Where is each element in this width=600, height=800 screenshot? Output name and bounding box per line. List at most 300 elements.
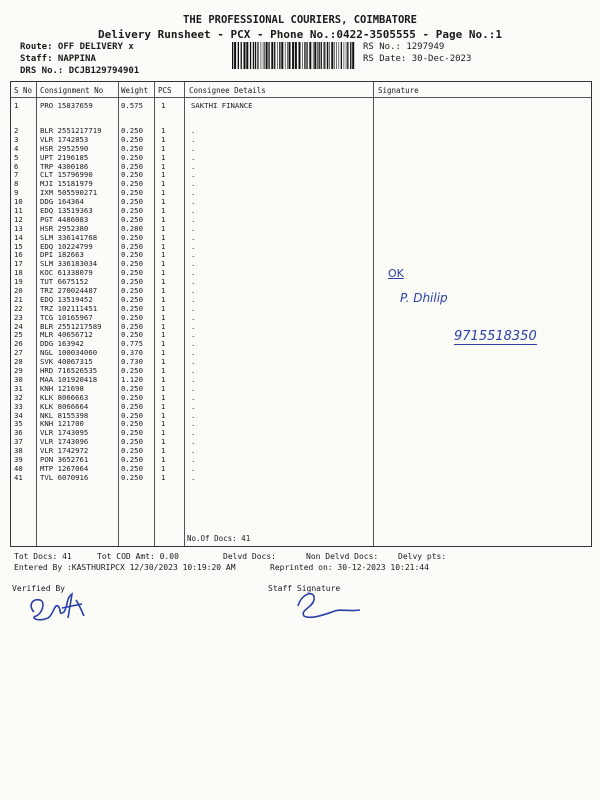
cell-sno: 27: [14, 348, 23, 358]
table-row: [11, 394, 591, 403]
cell-consignee: .: [191, 197, 196, 207]
cell-weight: 0.250: [121, 463, 143, 473]
cell-sno: 33: [14, 401, 23, 411]
barcode-bar: [306, 42, 307, 69]
verified-by-label: Verified By: [12, 584, 65, 593]
barcode-bar: [255, 42, 256, 69]
cell-consignment-no: DDG 164364: [40, 197, 84, 207]
cell-pcs: 1: [161, 268, 166, 278]
barcode-bar: [326, 42, 327, 69]
col-header-sno: S No: [14, 86, 33, 95]
barcode-bar: [266, 42, 268, 69]
delvy-pts: Delvy pts:: [398, 552, 447, 561]
cell-consignment-no: VLR 1742972: [40, 446, 89, 456]
cell-sno: 41: [14, 472, 23, 482]
handwritten-name: P. Dhilip: [400, 291, 448, 305]
barcode-bar: [304, 42, 305, 69]
col-header-weight: Weight: [121, 86, 149, 95]
cell-consignee: .: [191, 303, 196, 313]
cell-sno: 23: [14, 312, 23, 322]
cell-pcs: 1: [161, 223, 166, 233]
table-row: [11, 127, 591, 136]
barcode-bar: [331, 42, 333, 69]
cell-sno: 21: [14, 294, 23, 304]
handwritten-phone: 9715518350: [454, 329, 537, 344]
cell-pcs: 1: [161, 126, 166, 135]
col-header-consignment: Consignment No: [40, 86, 104, 95]
cell-pcs: 1: [161, 339, 166, 349]
cell-pcs: 1: [161, 134, 166, 144]
cell-pcs: 1: [161, 392, 166, 402]
barcode-bar: [299, 42, 301, 69]
cell-consignment-no: PRO 15837659: [40, 101, 93, 110]
cell-weight: 0.250: [121, 286, 143, 296]
cell-consignee: .: [191, 392, 196, 402]
cell-weight: 0.250: [121, 437, 143, 447]
cell-pcs: 1: [161, 437, 166, 447]
cell-pcs: 1: [161, 454, 166, 464]
cell-weight: 0.250: [121, 383, 143, 393]
cell-pcs: 1: [161, 250, 166, 260]
cell-pcs: 1: [161, 101, 166, 110]
barcode-bar: [274, 42, 275, 69]
cell-consignment-no: CLT 15796990: [40, 170, 93, 180]
cell-weight: 0.250: [121, 401, 143, 411]
cell-consignment-no: EDQ 10224799: [40, 241, 93, 251]
col-header-pcs: PCS: [158, 86, 172, 95]
cell-consignee: .: [191, 446, 196, 456]
cell-sno: 15: [14, 241, 23, 251]
cell-pcs: 1: [161, 463, 166, 473]
cell-pcs: 1: [161, 232, 166, 242]
cell-weight: 0.250: [121, 206, 143, 216]
barcode: [232, 42, 356, 69]
barcode-bar: [352, 42, 354, 69]
cell-pcs: 1: [161, 383, 166, 393]
barcode-bar: [341, 42, 342, 69]
cell-sno: 24: [14, 321, 23, 331]
cell-weight: 0.250: [121, 241, 143, 251]
cell-sno: 17: [14, 259, 23, 269]
barcode-bar: [264, 42, 265, 69]
cell-consignee: .: [191, 419, 196, 429]
cell-pcs: 1: [161, 286, 166, 296]
drs-number: DRS No.: DCJB129794901: [20, 66, 140, 76]
cell-pcs: 1: [161, 321, 166, 331]
runsheet-table: [10, 81, 592, 547]
cell-weight: 0.250: [121, 268, 143, 278]
cell-sno: 32: [14, 392, 23, 402]
cell-weight: 0.250: [121, 126, 143, 135]
table-row: [11, 269, 591, 278]
cell-pcs: 1: [161, 410, 166, 420]
table-row: [11, 367, 591, 376]
table-row: [11, 376, 591, 385]
cell-consignee: .: [191, 410, 196, 420]
cell-weight: 0.250: [121, 188, 143, 198]
cell-pcs: 1: [161, 214, 166, 224]
cell-consignment-no: SLM 336183034: [40, 259, 98, 269]
cell-sno: 29: [14, 366, 23, 376]
cell-consignment-no: MAA 101920418: [40, 374, 98, 384]
cell-consignee: .: [191, 330, 196, 340]
cell-sno: 6: [14, 161, 19, 171]
barcode-bar: [257, 42, 258, 69]
cell-pcs: 1: [161, 303, 166, 313]
staff-signature-label: Staff Signature: [268, 584, 341, 593]
cell-pcs: 1: [161, 179, 166, 189]
cell-consignment-no: PON 3652761: [40, 454, 89, 464]
rs-date: RS Date: 30-Dec-2023: [363, 54, 472, 64]
barcode-bar: [319, 42, 320, 69]
barcode-bar: [279, 42, 280, 69]
cell-pcs: 1: [161, 161, 166, 171]
cell-consignment-no: BLR 2551217589: [40, 321, 102, 331]
cell-pcs: 1: [161, 374, 166, 384]
cell-weight: 0.250: [121, 179, 143, 189]
table-row: [11, 198, 591, 207]
cell-consignment-no: KNH 121698: [40, 383, 84, 393]
cell-consignment-no: DDG 163942: [40, 339, 84, 349]
cell-weight: 0.775: [121, 339, 143, 349]
table-row: [11, 163, 591, 172]
cell-weight: 0.250: [121, 366, 143, 376]
table-row: [11, 145, 591, 154]
table-row: [11, 216, 591, 225]
cell-pcs: 1: [161, 401, 166, 411]
barcode-bar: [263, 42, 264, 69]
cell-consignee: .: [191, 268, 196, 278]
barcode-bar: [268, 42, 269, 69]
cell-consignment-no: TRZ 102111451: [40, 303, 98, 313]
cell-weight: 0.280: [121, 223, 143, 233]
cell-sno: 5: [14, 152, 19, 162]
cell-sno: 4: [14, 143, 19, 153]
cell-weight: 0.370: [121, 348, 143, 358]
barcode-bar: [287, 42, 288, 69]
cell-sno: 11: [14, 206, 23, 216]
barcode-bar: [289, 42, 291, 69]
barcode-bar: [285, 42, 286, 69]
cell-weight: 0.250: [121, 410, 143, 420]
barcode-bar: [295, 42, 297, 69]
barcode-bar: [339, 42, 340, 69]
cell-sno: 37: [14, 437, 23, 447]
cell-weight: 0.250: [121, 134, 143, 144]
table-row: [11, 278, 591, 287]
cell-pcs: 1: [161, 143, 166, 153]
staff-signature: [286, 586, 376, 622]
cell-consignment-no: EDQ 13519363: [40, 206, 93, 216]
cell-consignment-no: MLR 40656712: [40, 330, 93, 340]
no-of-docs: No.Of Docs: 41: [187, 534, 251, 543]
cell-weight: 0.250: [121, 303, 143, 313]
barcode-bar: [314, 42, 316, 69]
cell-consignment-no: TUT 6675152: [40, 277, 89, 287]
cell-consignment-no: NGL 100034060: [40, 348, 98, 358]
cell-weight: 0.250: [121, 197, 143, 207]
cell-consignee: .: [191, 152, 196, 162]
cell-consignment-no: VLR 1743095: [40, 428, 89, 438]
cell-sno: 25: [14, 330, 23, 340]
cell-weight: 0.250: [121, 321, 143, 331]
barcode-bar: [313, 42, 314, 69]
cell-consignee: .: [191, 366, 196, 376]
cell-weight: 0.250: [121, 259, 143, 269]
barcode-bar: [344, 42, 345, 69]
barcode-bar: [250, 42, 251, 69]
delvd-docs: Delvd Docs:: [223, 552, 276, 561]
cell-sno: 40: [14, 463, 23, 473]
cell-sno: 28: [14, 357, 23, 367]
cell-consignment-no: TCG 10165967: [40, 312, 93, 322]
table-row: [11, 225, 591, 234]
cell-weight: 1.120: [121, 374, 143, 384]
cell-consignment-no: TRP 4300186: [40, 161, 89, 171]
cell-sno: 14: [14, 232, 23, 242]
cell-consignee: .: [191, 214, 196, 224]
cell-consignee: .: [191, 259, 196, 269]
cell-consignee: .: [191, 383, 196, 393]
cell-consignee: .: [191, 179, 196, 189]
cell-consignee: .: [191, 357, 196, 367]
barcode-bar: [302, 42, 303, 69]
cell-pcs: 1: [161, 188, 166, 198]
cell-consignee: .: [191, 206, 196, 216]
table-row: [11, 251, 591, 260]
cell-sno: 7: [14, 170, 19, 180]
cell-consignment-no: SVK 40067315: [40, 357, 93, 367]
barcode-bar: [244, 42, 246, 69]
cell-consignment-no: SLM 336141768: [40, 232, 98, 242]
cell-consignee: .: [191, 294, 196, 304]
table-row: [11, 102, 591, 127]
cell-consignee: .: [191, 463, 196, 473]
table-row: [11, 171, 591, 180]
cell-sno: 22: [14, 303, 23, 313]
cell-consignment-no: VLR 1743096: [40, 437, 89, 447]
barcode-bar: [334, 42, 335, 69]
col-header-consignee: Consignee Details: [189, 86, 266, 95]
barcode-bar: [292, 42, 294, 69]
cell-sno: 8: [14, 179, 19, 189]
cell-pcs: 1: [161, 197, 166, 207]
cell-consignee: .: [191, 134, 196, 144]
tot-cod-amt: Tot COD Amt: 0.00: [97, 552, 179, 561]
cell-sno: 36: [14, 428, 23, 438]
cell-pcs: 1: [161, 206, 166, 216]
cell-consignment-no: VLR 1742853: [40, 134, 89, 144]
table-row: [11, 189, 591, 198]
cell-pcs: 1: [161, 170, 166, 180]
cell-consignment-no: KNH 121700: [40, 419, 84, 429]
barcode-bar: [324, 42, 325, 69]
barcode-bar: [346, 42, 347, 69]
document-title: THE PROFESSIONAL COURIERS, COIMBATORE: [183, 14, 417, 26]
staff-info: Staff: NAPPINA: [20, 54, 96, 64]
barcode-bar: [327, 42, 328, 69]
cell-sno: 39: [14, 454, 23, 464]
cell-consignee: SAKTHI FINANCE: [191, 101, 253, 110]
cell-pcs: 1: [161, 446, 166, 456]
cell-pcs: 1: [161, 330, 166, 340]
table-body: [11, 102, 591, 483]
cell-sno: 16: [14, 250, 23, 260]
table-row: [11, 385, 591, 394]
cell-consignee: .: [191, 348, 196, 358]
cell-weight: 0.250: [121, 312, 143, 322]
barcode-bar: [232, 42, 233, 69]
table-row: [11, 358, 591, 367]
cell-consignee: .: [191, 161, 196, 171]
cell-pcs: 1: [161, 241, 166, 251]
cell-consignee: .: [191, 401, 196, 411]
cell-weight: 0.250: [121, 446, 143, 456]
cell-weight: 0.250: [121, 472, 143, 482]
cell-weight: 0.250: [121, 250, 143, 260]
cell-pcs: 1: [161, 357, 166, 367]
cell-consignment-no: NKL 8155398: [40, 410, 89, 420]
barcode-bar: [241, 42, 242, 69]
table-row: [11, 465, 591, 474]
table-row: [11, 260, 591, 269]
cell-sno: 9: [14, 188, 19, 198]
barcode-bar: [309, 42, 311, 69]
cell-consignee: .: [191, 374, 196, 384]
cell-consignment-no: BLR 2551217719: [40, 126, 102, 135]
barcode-bar: [258, 42, 259, 69]
cell-consignment-no: TVL 6070916: [40, 472, 89, 482]
table-row: [11, 243, 591, 252]
cell-pcs: 1: [161, 472, 166, 482]
document-subtitle: Delivery Runsheet - PCX - Phone No.:0422-3505555 - Page No.:1: [98, 28, 502, 41]
table-row: [11, 403, 591, 412]
table-row: [11, 287, 591, 296]
cell-weight: 0.250: [121, 294, 143, 304]
cell-weight: 0.250: [121, 277, 143, 287]
col-header-signature: Signature: [378, 86, 419, 95]
cell-sno: 30: [14, 374, 23, 384]
cell-consignee: .: [191, 241, 196, 251]
cell-sno: 20: [14, 286, 23, 296]
cell-sno: 34: [14, 410, 23, 420]
table-row: [11, 154, 591, 163]
table-row: [11, 412, 591, 421]
cell-consignment-no: EDQ 13519452: [40, 294, 93, 304]
table-row: [11, 305, 591, 314]
cell-consignment-no: KLK 8066664: [40, 401, 89, 411]
cell-weight: 0.250: [121, 152, 143, 162]
cell-consignment-no: TRZ 270024487: [40, 286, 98, 296]
barcode-bar: [347, 42, 348, 69]
table-row: [11, 474, 591, 483]
cell-weight: 0.250: [121, 428, 143, 438]
table-row: [11, 349, 591, 358]
cell-pcs: 1: [161, 259, 166, 269]
table-row: [11, 429, 591, 438]
table-row: [11, 136, 591, 145]
cell-consignee: .: [191, 170, 196, 180]
cell-consignee: .: [191, 437, 196, 447]
rs-number: RS No.: 1297949: [363, 42, 445, 52]
cell-weight: 0.575: [121, 101, 143, 110]
cell-pcs: 1: [161, 294, 166, 304]
tot-docs: Tot Docs: 41: [14, 552, 72, 561]
cell-consignee: .: [191, 223, 196, 233]
cell-weight: 0.250: [121, 392, 143, 402]
non-delvd-docs: Non Delvd Docs:: [306, 552, 379, 561]
cell-consignee: .: [191, 312, 196, 322]
cell-consignment-no: PGT 4486083: [40, 214, 89, 224]
cell-consignee: .: [191, 126, 196, 135]
cell-weight: 0.250: [121, 143, 143, 153]
cell-sno: 18: [14, 268, 23, 278]
cell-weight: 0.250: [121, 419, 143, 429]
route-info: Route: OFF DELIVERY x: [20, 42, 134, 52]
cell-pcs: 1: [161, 428, 166, 438]
cell-sno: 26: [14, 339, 23, 349]
cell-pcs: 1: [161, 366, 166, 376]
cell-consignment-no: MJI 15181979: [40, 179, 93, 189]
cell-sno: 13: [14, 223, 23, 233]
cell-weight: 0.730: [121, 357, 143, 367]
entered-by: Entered By :KASTHURIPCX 12/30/2023 10:19:20 AM: [14, 563, 236, 572]
cell-sno: 10: [14, 197, 23, 207]
verifier-signature: [24, 588, 104, 628]
barcode-bar: [317, 42, 318, 69]
cell-sno: 19: [14, 277, 23, 287]
cell-consignment-no: MTP 1267064: [40, 463, 89, 473]
reprinted-on: Reprinted on: 30-12-2023 10:21:44: [270, 563, 429, 572]
cell-weight: 0.250: [121, 170, 143, 180]
header-divider: [11, 97, 591, 98]
cell-consignee: .: [191, 428, 196, 438]
table-row: [11, 447, 591, 456]
cell-weight: 0.250: [121, 232, 143, 242]
barcode-bar: [350, 42, 351, 69]
cell-consignment-no: KLK 8066663: [40, 392, 89, 402]
cell-consignee: .: [191, 143, 196, 153]
cell-sno: 35: [14, 419, 23, 429]
table-row: [11, 207, 591, 216]
cell-consignee: .: [191, 454, 196, 464]
barcode-bar: [238, 42, 239, 69]
table-row: [11, 456, 591, 465]
cell-sno: 2: [14, 126, 19, 135]
cell-consignment-no: HRD 716526535: [40, 366, 98, 376]
cell-pcs: 1: [161, 419, 166, 429]
barcode-bar: [281, 42, 283, 69]
cell-sno: 3: [14, 134, 19, 144]
cell-consignment-no: KOC 61338079: [40, 268, 93, 278]
table-row: [11, 420, 591, 429]
cell-consignee: .: [191, 286, 196, 296]
barcode-bar: [253, 42, 254, 69]
cell-consignee: .: [191, 472, 196, 482]
cell-sno: 31: [14, 383, 23, 393]
table-row: [11, 234, 591, 243]
barcode-bar: [336, 42, 337, 69]
table-row: [11, 180, 591, 189]
table-row: [11, 296, 591, 305]
cell-consignment-no: UPT 2196185: [40, 152, 89, 162]
cell-weight: 0.250: [121, 214, 143, 224]
barcode-bar: [261, 42, 262, 69]
handwritten-ok: OK: [388, 267, 404, 280]
cell-consignee: .: [191, 321, 196, 331]
cell-pcs: 1: [161, 277, 166, 287]
barcode-bar: [321, 42, 322, 69]
